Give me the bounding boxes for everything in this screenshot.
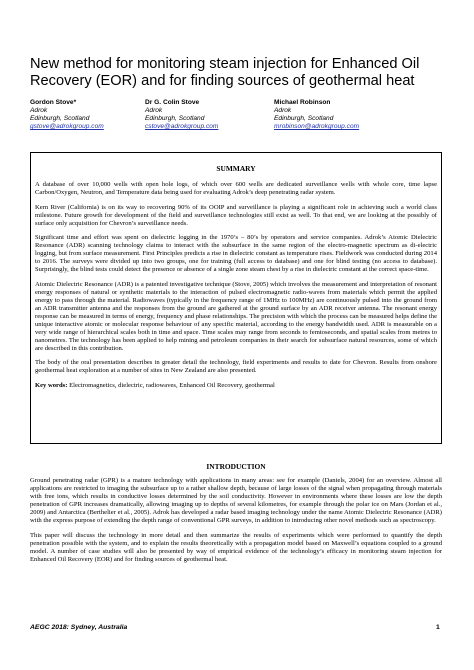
- introduction-section: [30, 477, 442, 571]
- author-email-link[interactable]: gstove@adrokgroup.com: [30, 123, 104, 130]
- paper-title: New method for monitoring steam injection for Enhanced Oil Recovery (EOR) and for finding sources of geothermal heat: [30, 56, 420, 89]
- author-org: Adrok: [30, 107, 48, 114]
- author-name: Gordon Stove*: [30, 99, 77, 106]
- summary-paragraph: Kern River (California) is on its way to recovering 90% of its OOIP and surveillance is playing a significant role in achieving such a world class milestone. Future growth for development of the field and surveillance technologies still exist as well. To that end, we are looking at the possibly of surface only acquisition for Chevron’s surveillance needs.: [35, 203, 437, 227]
- author-location: Edinburgh, Scotland: [30, 115, 90, 122]
- footer-page-number: 1: [436, 624, 440, 631]
- summary-paragraph: Atomic Dielectric Resonance (ADR) is a patented investigative technique (Stove, 2005) which involves the measurement and interpretation of resonant energy responses of natural or synthetic materials to the interaction of pulsed electromagnetic radio-waves from materials which permit the applied energy to pass through the material. Radiowaves (typically in the frequency range of 1MHz to 100MHz) are continuously pulsed into the ground from an ADR transmitter antenna and the responses from the ground are gathered at the ground surface by an ADR receiver antenna. The resonant energy response can be measured in terms of energy, frequency and phase relationships. The precision with which the process can be measured helps define the unique interactive atomic or molecular response behaviour of any specific material, according to the energy bandwidth used. ADR is measurable on a very wide range of hierarchical scales both in time and space. Time scales may range from seconds to femtoseconds, and spatial scales from metres to nanometres. The technology has been applied to help mining and petroleum companies in their search for subsurface natural resources, some of which are described in this contribution.: [35, 280, 437, 352]
- author-name: Dr G. Colin Stove: [145, 99, 200, 106]
- summary-heading: SUMMARY: [216, 164, 256, 173]
- keywords-label: Key words:: [35, 381, 68, 389]
- author-2: [145, 99, 218, 131]
- introduction-heading: INTRODUCTION: [206, 462, 266, 471]
- author-1: [30, 99, 104, 131]
- summary-paragraph: Significant time and effort was spent on dielectric logging in the 1970’s – 80’s by operators and service companies. Adrok’s Atomic Dielectric Resonance (ADR) scanning technology claims to interact with the subsurface in the same region of the electro-magnetic spectrum as di-electric logging, but from surface measurement. First Principles predicts a rise in dielectric constant as temperature rises. Fieldwork was conducted during 2014 to 2016. The surveys were divided up into two groups, one for training (full access to database) and one for blind testing (no access to database). Surprisingly, the blind tests could detect the presence or absence of a single zone steam chest by a rise in dielectric constant at the correct space-time.: [35, 234, 437, 273]
- keywords-text: Electromagnetics, dielectric, radiowaves, Enhanced Oil Recovery, geothermal: [69, 381, 275, 389]
- author-3: [274, 99, 359, 131]
- summary-paragraph: The body of the oral presentation describes in greater detail the technology, field experiments and results to date for Chevron. Results from onshore geothermal heat exploration at a number of sites in New Zealand are also presented.: [35, 359, 437, 374]
- footer-conference: AEGC 2018: Sydney, Australia: [30, 624, 128, 631]
- author-location: Edinburgh, Scotland: [145, 115, 205, 122]
- keywords: [35, 382, 437, 390]
- author-name: Michael Robinson: [274, 99, 331, 106]
- author-org: Adrok: [274, 107, 292, 114]
- introduction-paragraph: This paper will discuss the technology in more detail and then summarize the results of experiments which were performed to quantify the depth penetration possible with the system, and to explain the results theoretically with a propagation model based on Maxwell’s equations coupled to a ground model. A number of case studies will also be presented by way of empirical evidence of the technology’s efficacy in monitoring steam injection for Enhanced Oil Recovery (EOR) and for finding sources of geothermal heat.: [30, 532, 442, 563]
- author-email-link[interactable]: cstove@adrokgroup.com: [145, 123, 219, 130]
- author-location: Edinburgh, Scotland: [274, 115, 334, 122]
- summary-paragraph: A database of over 10,000 wells with open hole logs, of which over 600 wells are dedicated surveillance wells with whole core, time lapse Carbon/Oxygen, Neutron, and Temperature data being used for evaluating Adrok’s deep penetrating radar system.: [35, 181, 437, 196]
- summary-box: [30, 152, 442, 444]
- introduction-paragraph: Ground penetrating radar (GPR) is a mature technology with applications in many areas: see for example (Daniels, 2004) for an overview. Almost all applications are restricted to imaging the subsurface up to a rather shallow depth, because of large losses of the signal when propagating through materials with free ions, which results in conductive losses determined by the soil conductivity. However in environments where these losses are low the depth penetration of GPR increases dramatically, allowing imaging up to depths of several kilometres, for example through the polar ice on Mars (Jordan et al., 2009) and Antarctica (Berthelier et al., 2005). Adrok has developed a radar based imaging technology under the name Atomic Dielectric Resonance (ADR) with the express purpose of extending the depth range of conventional GPR surveys, in addition to introducing other novel methods such as spectroscopy.: [30, 477, 442, 524]
- author-org: Adrok: [145, 107, 163, 114]
- author-email-link[interactable]: mrobinson@adrokgroup.com: [274, 123, 360, 130]
